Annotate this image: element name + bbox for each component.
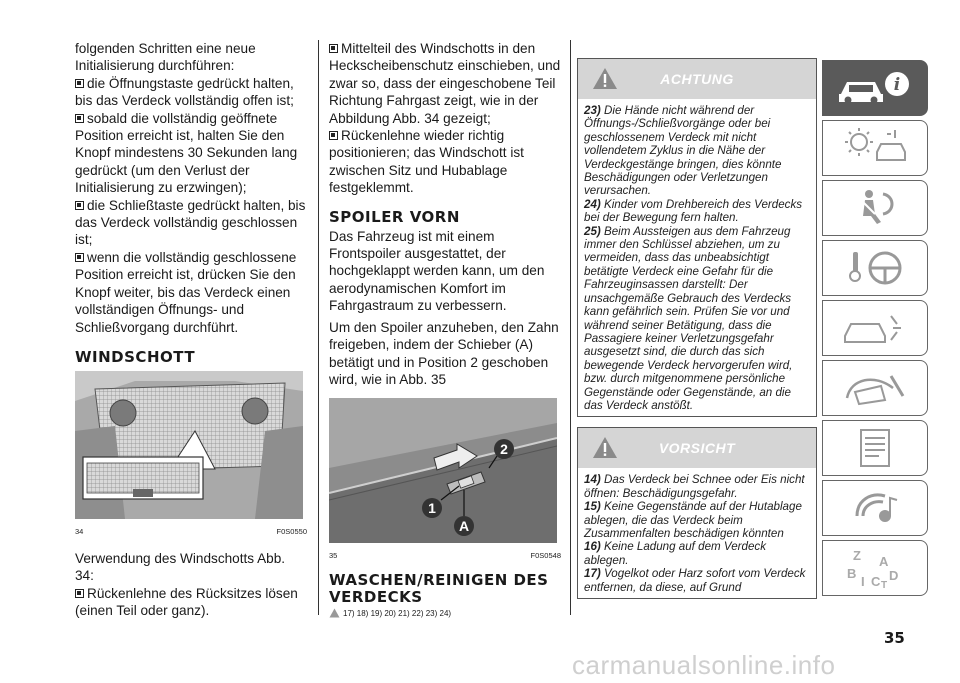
checkbox-bullet-icon <box>75 201 84 210</box>
figure-code: F0S0550 <box>276 526 307 536</box>
spoiler-para-2: Um den Spoiler anzuheben, den Zahn freigeben, indem der Schieber (A) betätigt und in Position 2 geschoben wird, wie in Abb. 35 <box>329 319 559 387</box>
caution-body <box>578 468 816 598</box>
column-2 <box>329 40 561 618</box>
warning-item: 23) Die Hände nicht während der Öffnungs-/Schließvorgänge oder bei geschlossenem Verdeck mit nicht vollendetem Zyklus in die Nähe der Verdeckgestänge bringen, dies könnte Beschädigungen oder Verletzungen verursachen. <box>584 104 782 198</box>
tab-maintenance[interactable] <box>822 360 928 416</box>
svg-text:i: i <box>893 75 901 95</box>
svg-text:T: T <box>881 580 888 590</box>
column-3 <box>577 58 817 599</box>
bullet-item: wenn die vollständig geschlossene Position erreicht ist, drücken Sie den Knopf weiter, bis das Verdeck einen vollständigen Öffnungs- und Schließvorgang durchführt. <box>75 249 297 335</box>
warning-triangle-icon <box>592 67 618 90</box>
caution-item: 17) Vogelkot oder Harz sofort vom Verdeck entfernen, da diese, auf Grund <box>584 567 806 594</box>
chapter-tabs <box>822 60 928 600</box>
maintenance-icon <box>835 366 915 410</box>
steering-wheel-icon <box>835 246 915 290</box>
warning-item: 24) Kinder vom Drehbereich des Verdecks bei der Bewegung fern halten. <box>584 197 803 225</box>
section-heading-waschen: WASCHEN/REINIGEN DES VERDECKS <box>329 571 549 607</box>
usage-text: Verwendung des Windschotts Abb. 34: <box>75 550 286 584</box>
caution-item: 14) Das Verdeck bei Schnee oder Eis nicht öffnen: Beschädigungsgefahr. <box>584 473 805 500</box>
multimedia-icon <box>835 486 915 530</box>
warning-header <box>578 59 816 99</box>
warning-lights-icon <box>835 126 915 170</box>
svg-text:I: I <box>861 574 865 589</box>
caution-header <box>578 428 816 468</box>
section-heading-windschott: WINDSCHOTT <box>75 347 196 366</box>
warning-box-achtung <box>577 58 817 417</box>
caution-item: 16) Keine Ladung auf dem Verdeck ablegen. <box>584 540 766 567</box>
safety-airbag-icon <box>835 186 915 230</box>
tab-technical-data[interactable] <box>822 420 928 476</box>
figure-34 <box>75 371 307 536</box>
checkbox-bullet-icon <box>329 131 338 140</box>
svg-text:A: A <box>458 518 470 535</box>
spoiler-illustration <box>329 398 557 543</box>
windschott-illustration <box>75 371 303 519</box>
warning-title: ACHTUNG <box>660 71 734 87</box>
svg-text:1: 1 <box>428 500 436 517</box>
section-heading-spoiler: SPOILER VORN <box>329 207 460 226</box>
watermark-text: carmanualsonline.info <box>572 650 836 680</box>
figure-number: 35 <box>329 551 338 561</box>
figure-35 <box>329 398 561 560</box>
column-divider <box>570 40 571 615</box>
svg-text:C: C <box>871 574 881 589</box>
tab-car-info[interactable] <box>822 60 928 116</box>
car-info-icon <box>835 68 915 108</box>
tab-emergency[interactable] <box>822 300 928 356</box>
svg-text:Z: Z <box>853 548 861 563</box>
checkbox-bullet-icon <box>75 114 84 123</box>
figure-caption <box>75 527 307 536</box>
bullet-item: die Öffnungstaste gedrückt halten, bis das Verdeck vollständig offen ist; <box>75 75 294 109</box>
checkbox-bullet-icon <box>75 589 84 598</box>
bullet-item: sobald die vollständig geöffnete Position erreicht ist, halten Sie den Knopf mindestens 30 Sekunden lang gedrückt (um den Verlust der Initialisierung zu erzwingen); <box>75 110 298 196</box>
reference-line <box>329 608 561 618</box>
tab-multimedia[interactable] <box>822 480 928 536</box>
column-divider <box>318 40 319 615</box>
column-1 <box>75 40 307 620</box>
warning-body <box>578 99 816 416</box>
bullet-item: die Schließtaste gedrückt halten, bis das Verdeck vollständig geschlossen ist; <box>75 197 306 248</box>
svg-text:B: B <box>847 566 857 581</box>
emergency-car-icon <box>835 306 915 350</box>
bullet-item: Rückenlehne wieder richtig positionieren; das Windschott ist zwischen Sitz und Hubablage festgeklemmt. <box>329 128 524 196</box>
index-letters-icon <box>835 546 915 590</box>
spoiler-para-1: Das Fahrzeug ist mit einem Frontspoiler ausgestattet, der hochgeklappt werden kann, um den aerodynamischen Komfort im Fahrgastraum zu verbessern. <box>329 228 545 314</box>
callout-1 <box>422 498 442 518</box>
tab-warning-lights[interactable] <box>822 120 928 176</box>
bullet-item: Rückenlehne des Rücksitzes lösen (einen Teil oder ganz). <box>75 585 298 619</box>
checkbox-bullet-icon <box>75 79 84 88</box>
svg-text:D: D <box>889 568 899 583</box>
bullet-item: Mittelteil des Windschotts in den Heckscheibenschutz einschieben, und zwar so, dass der eingeschobene Teil Richtung Fahrgast zeigt, wie in der Abbildung Abb. 34 gezeigt; <box>329 41 561 126</box>
svg-text:A: A <box>879 554 889 569</box>
svg-text:2: 2 <box>500 441 508 458</box>
checkbox-bullet-icon <box>329 44 338 53</box>
tab-starting-driving[interactable] <box>822 240 928 296</box>
checkbox-bullet-icon <box>75 253 84 262</box>
figure-code: F0S0548 <box>530 551 561 561</box>
page-number: 35 <box>884 629 905 647</box>
technical-data-icon <box>835 426 915 470</box>
tab-index[interactable] <box>822 540 928 596</box>
callout-2 <box>494 439 514 459</box>
warning-triangle-icon <box>329 608 340 618</box>
figure-number: 34 <box>75 526 84 536</box>
reference-numbers: 17) 18) 19) 20) 21) 22) 23) 24) <box>343 608 452 618</box>
caution-triangle-icon <box>592 436 618 459</box>
figure-caption <box>329 551 561 560</box>
caution-title: VORSICHT <box>658 440 736 457</box>
intro-text: folgenden Schritten eine neue Initialisierung durchführen: <box>75 41 256 74</box>
warning-item: 25) Beim Aussteigen aus dem Fahrzeug immer den Schlüssel abziehen, um zu vermeiden, dass das unbeabsichtigt betätigte Verdeck eine Gefahr für die Fahrzeuginsassen darstellt: Der unsachgemäße Gebrauch des Verdecks kann gefährlich sein. Prüfen Sie vor und während seiner Betätigung, dass die Passagiere keiner Verletzungsgefahr ausgesetzt sind, die durch das sich bewegende Verdeck hervorgerufen wird, bzw. durch mitgenommene persönliche Gegenstände oder Gegenstände, an die das Verdeck anstößt. <box>584 224 793 412</box>
callout-a <box>454 516 474 536</box>
caution-item: 15) Keine Gegenstände auf der Hutablage ablegen, die das Verdeck beim Zusammenfalten beschädigen könnten <box>584 500 802 540</box>
tab-safety[interactable] <box>822 180 928 236</box>
warning-box-vorsicht <box>577 427 817 599</box>
